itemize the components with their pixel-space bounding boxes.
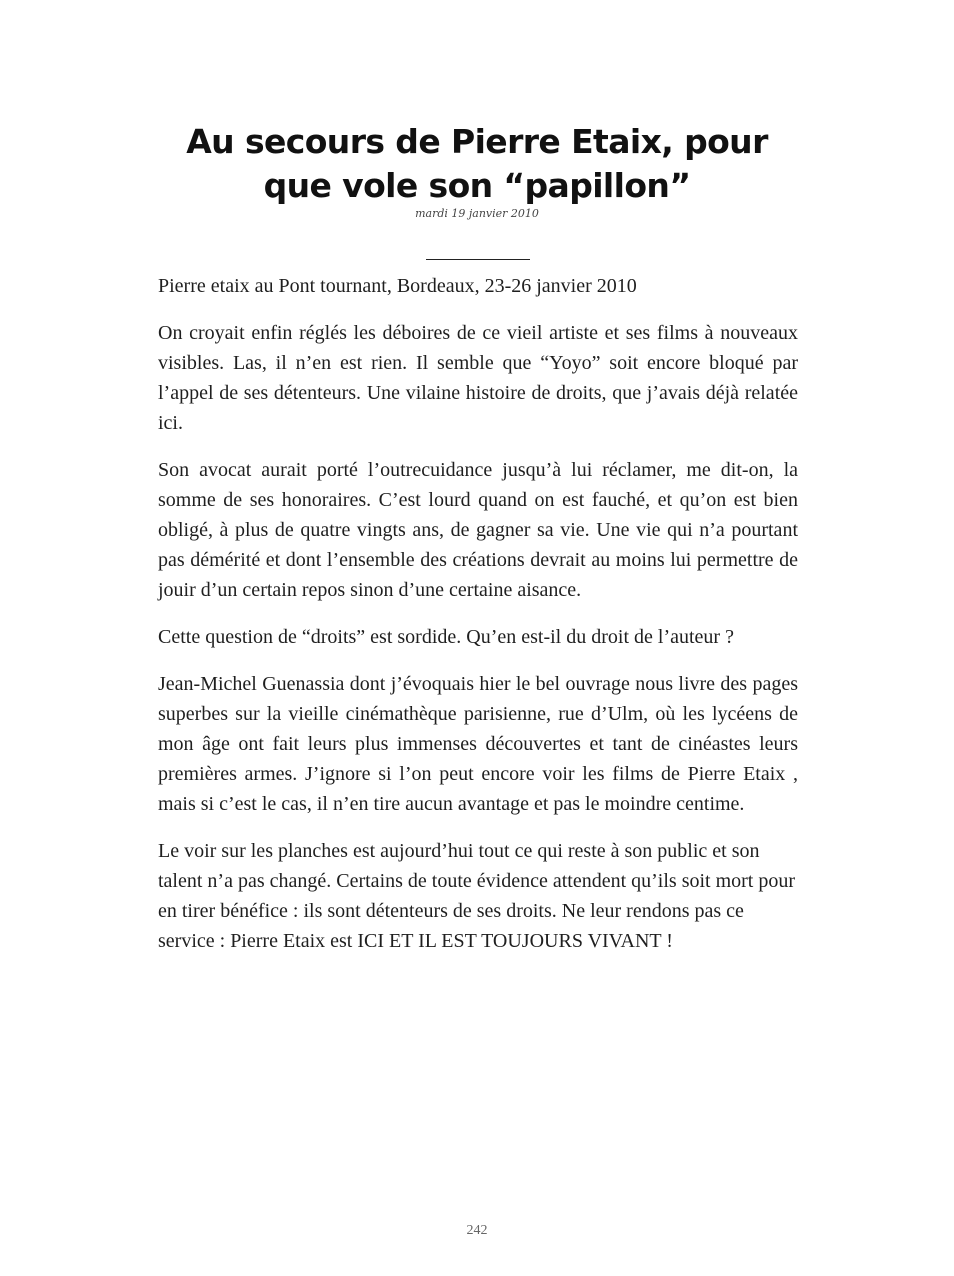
article-body <box>158 271 798 973</box>
article-subtitle: Pierre etaix au Pont tournant, Bordeaux, 23-26 janvier 2010 <box>158 275 637 297</box>
article-paragraph: Le voir sur les planches est aujourd’hui tout ce qui reste à son public et son talent n’a pas changé. Certains de toute évidence attendent qu’ils soit mort pour en tirer bénéfice : ils sont détenteurs de ses droits. Ne leur rendons pas ce service : Pierre Etaix est ICI ET IL EST TOUJOURS VIVANT ! <box>158 840 796 952</box>
article-paragraph: Jean-Michel Guenassia dont j’évoquais hier le bel ouvrage nous livre des pages superbes sur la vieille cinémathèque parisienne, rue d’Ulm, où les lycéens de mon âge ont fait leurs plus immenses découvertes et tant de cinéastes leurs premières armes. J’ignore si l’on peut encore voir les films de Pierre Etaix , mais si c’est le cas, il n’en tire aucun avantage et pas le moindre centime. <box>158 673 798 815</box>
article-paragraph: On croyait enfin réglés les déboires de ce vieil artiste et ses films à nouveaux visibles. Las, il n’en est rien. Il semble que “Yoyo” soit encore bloqué par l’appel de ses détenteurs. Une vilaine histoire de droits, que j’avais déjà relatée ici. <box>158 322 798 434</box>
article-title: Au secours de Pierre Etaix, pour que vole son “papillon” <box>186 122 768 205</box>
title-divider <box>426 259 530 260</box>
article-paragraph: Cette question de “droits” est sordide. Qu’en est-il du droit de l’auteur ? <box>158 626 734 648</box>
page-number: 242 <box>466 1223 488 1238</box>
article-paragraph: Son avocat aurait porté l’outrecuidance jusqu’à lui réclamer, me dit-on, la somme de ses honoraires. C’est lourd quand on est fauché, et qu’on est bien obligé, à plus de quatre vingts ans, de gagner sa vie. Une vie qui n’a pourtant pas démérité et dont l’ensemble des créations devrait au moins lui permettre de jouir d’un certain repos sinon d’une certaine aisance. <box>158 459 798 601</box>
article-date: mardi 19 janvier 2010 <box>415 207 539 220</box>
